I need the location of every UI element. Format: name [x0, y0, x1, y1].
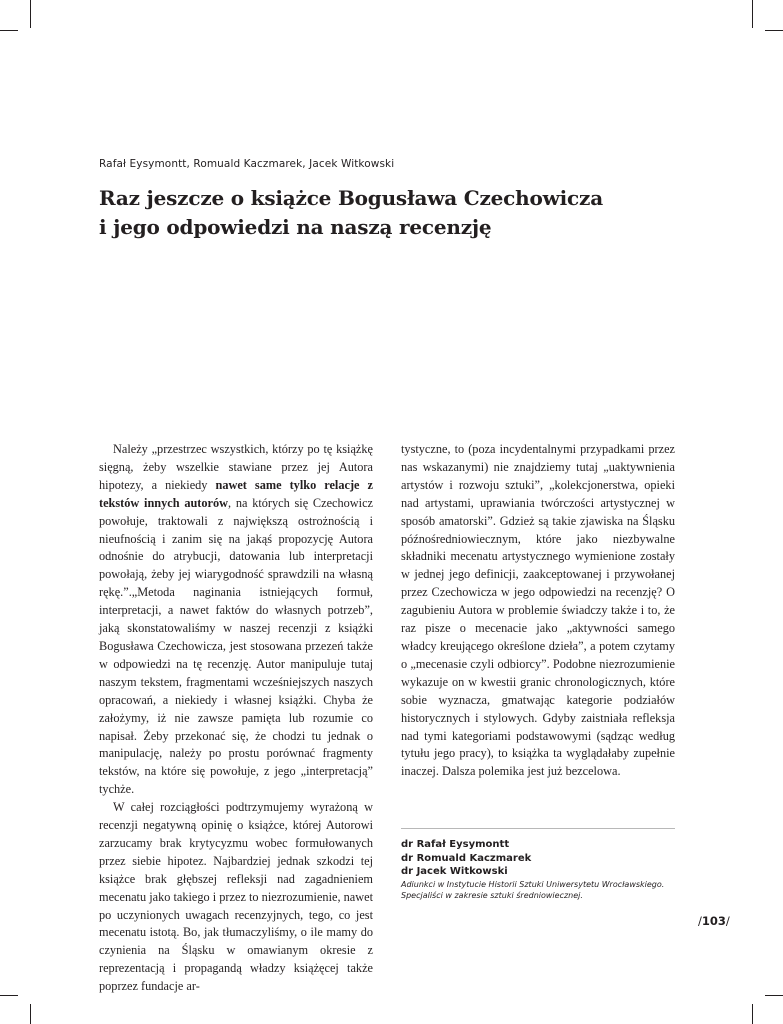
crop-mark	[752, 0, 753, 28]
bio-affiliation-2: Specjaliści w zakresie sztuki średniowiecznej.	[401, 890, 583, 900]
bio-divider	[401, 828, 675, 829]
crop-mark	[752, 1004, 753, 1024]
crop-mark	[30, 0, 31, 28]
crop-mark	[765, 995, 783, 996]
text-column-right	[401, 441, 675, 781]
article-title	[99, 184, 603, 242]
paragraph-1-bold: nawet same tylko relacje z tekstów innych autorów	[99, 477, 373, 510]
title-line-1: Raz jeszcze o książce Bogusława Czechowicza	[99, 186, 603, 210]
page-number-value: 103	[701, 914, 726, 928]
crop-mark	[765, 30, 783, 31]
title-line-2: i jego odpowiedzi na naszą recenzję	[99, 215, 492, 239]
crop-mark	[0, 995, 18, 996]
bio-name-3: dr Jacek Witkowski	[401, 866, 508, 877]
bio-affiliation-1: Adiunkci w Instytucie Historii Sztuki Uniwersytetu Wrocławskiego.	[401, 879, 665, 889]
bio-name-2: dr Romuald Kaczmarek	[401, 852, 532, 864]
paragraph-1-text-b: , na których się Czechowicz powołuje, traktowali z największą ostrożnością i nieufnością i zanim się na jakąś propozycję Autora odnośnie do atrybucji, datowania lub interpretacji powołają, żeby jej wiarygodność sprawdzili na własną rękę.”.„Metoda naginania istniejących formuł, interpretacji, a nawet faktów do własnych potrzeb”, jaką skonstatowaliśmy w naszej recenzji z książki Bogusława Czechowicza, jest stosowana przezeń także w odpowiedzi na tę recenzję. Autor manipuluje tutaj naszym tekstem, fragmentami wcześniejszych naszych opracowań, a niekiedy i własnej książki. Chyba że założymy, iż nie zawsze pamięta lub rozumie co napisał. Żeby przekonać się, że chodzi tu jednak o manipulację, należy po prostu porównać fragmenty tekstów, na które się powołuje, z jego „interpretacją” tychże.	[99, 495, 373, 797]
paragraph-1	[99, 441, 373, 799]
crop-mark	[0, 30, 18, 31]
page-number-prefix: /	[698, 914, 702, 928]
text-column-left	[99, 441, 373, 996]
paragraph-2: W całej rozciągłości podtrzymujemy wyrażoną w recenzji negatywną opinię o książce, której Autorowi zarzucamy brak krytycyzmu wobec formułowanych przez siebie hipotez. Najbardziej jednak szkodzi tej książce brak głębszej refleksji nad zagadnieniem mecenatu jako takiego i przez to niezrozumienie, nawet po uczynionych uwagach recenzyjnych, tego, co jest mecenatu istotą. Bo, jak tłumaczyliśmy, o ile mamy do czynienia na Śląsku w omawianym okresie z reprezentacją i propagandą władzy książęcej także poprzez fundacje ar-	[99, 800, 373, 994]
crop-mark	[30, 1004, 31, 1024]
paragraph-3: tystyczne, to (poza incydentalnymi przypadkami przez nas wskazanymi) nie znajdziemy tutaj „uaktywnienia artystów i rozwoju sztuki”, „kolekcjonerstwa, opieki nad artystami, uprawiania twórczości artystycznej w sposób amatorski”. Gdzież są takie zjawiska na Śląsku późnośredniowiecznym, które jako niezbywalne składniki mecenatu artystycznego wymienione zostały w jednej jego definicji, zaakceptowanej i przywołanej przez Czechowicza w jego odpowiedzi na recenzję? O zagubieniu Autora w problemie świadczy także i to, że raz pisze o mecenacie jako „aktywności samego władcy kreującego określone dzieła”, a potem czytamy o „mecenasie czyli odbiorcy”. Podobne niezrozumienie wykazuje on w kwestii granic chronologicznych, które sobie wyznacza, gmatwając kategorie podziałów historycznych i stylowych. Gdyby zaistniała refleksja nad tymi kategoriami podstawowymi (sądząc według tytułu jego pracy), to książka ta wyglądałaby zupełnie inaczej. Dalsza polemika jest już bezcelowa.	[401, 442, 675, 779]
page-number	[698, 914, 730, 928]
paragraph-1-text-a: Należy „przestrzec wszystkich, którzy po tę książkę sięgną, żeby wszelkie stawiane przez jej Autora hipotezy, a niekiedy	[99, 442, 373, 492]
author-bio	[401, 838, 664, 901]
article-authors: Rafał Eysymontt, Romuald Kaczmarek, Jacek Witkowski	[99, 158, 395, 170]
page-number-suffix: /	[725, 914, 730, 928]
bio-name-1: dr Rafał Eysymontt	[401, 839, 510, 850]
